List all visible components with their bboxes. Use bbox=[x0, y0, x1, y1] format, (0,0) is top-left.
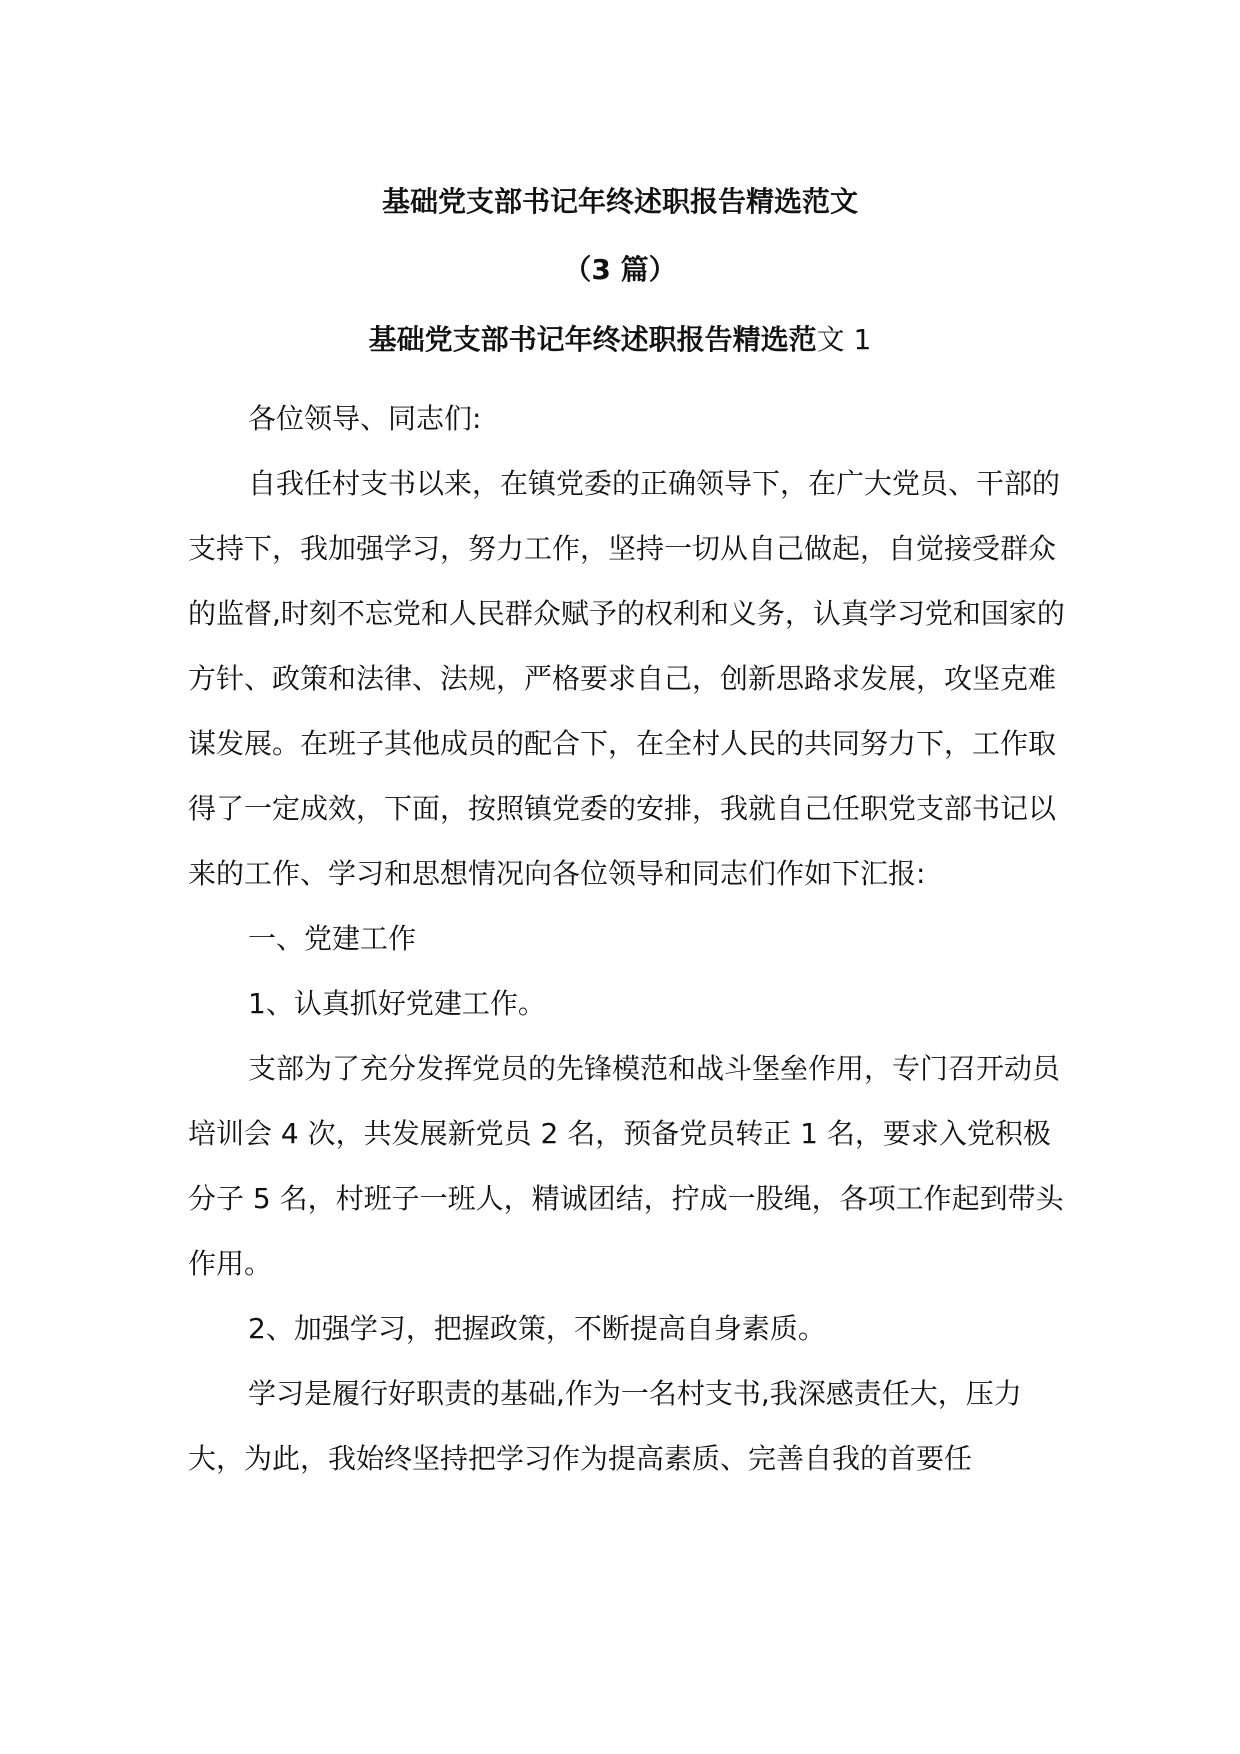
paragraph-intro: 自我任村支书以来，在镇党委的正确领导下，在广大党员、干部的支持下，我加强学习，努力工作，坚持一切从自己做起，自觉接受群众的监督,时刻不忘党和人民群众赋予的权利和义务，认真学习党和国家的方针、政策和法律、法规，严格要求自己，创新思路求发展，攻坚克难谋发展。在班子其他成员的配合下，在全村人民的共同努力下，工作取得了一定成效，下面，按照镇党委的安排，我就自己任职党支部书记以来的工作、学习和思想情况向各位领导和同志们作如下汇报: bbox=[188, 467, 1065, 890]
paragraph-study: 学习是履行好职责的基础,作为一名村支书,我深感责任大，压力大，为此，我始终坚持把学习作为提高素质、完善自我的首要任 bbox=[188, 1377, 1022, 1475]
subheading-2: 2、加强学习，把握政策，不断提高自身素质。 bbox=[248, 1312, 826, 1345]
subtitle-tail-text: 文 1 bbox=[816, 323, 872, 356]
document-body bbox=[188, 386, 1070, 1491]
document-subtitle bbox=[0, 320, 1240, 360]
document-title: 基础党支部书记年终述职报告精选范文 bbox=[381, 185, 858, 218]
paragraph-party-work: 支部为了充分发挥党员的先锋模范和战斗堡垒作用，专门召开动员培训会 4 次，共发展新党员 2 名，预备党员转正 1 名，要求入党积极分子 5 名，村班子一班人，精诚团结，拧成一股绳，各项工作起到带头作用。 bbox=[188, 1052, 1064, 1280]
subtitle-bold-text: 基础党支部书记年终述职报告精选范 bbox=[368, 323, 817, 356]
section-heading-party-building: 一、党建工作 bbox=[248, 922, 417, 955]
subheading-1: 1、认真抓好党建工作。 bbox=[248, 987, 546, 1020]
paragraph-salutation: 各位领导、同志们: bbox=[248, 402, 482, 435]
document-count: （3 篇） bbox=[563, 253, 677, 286]
